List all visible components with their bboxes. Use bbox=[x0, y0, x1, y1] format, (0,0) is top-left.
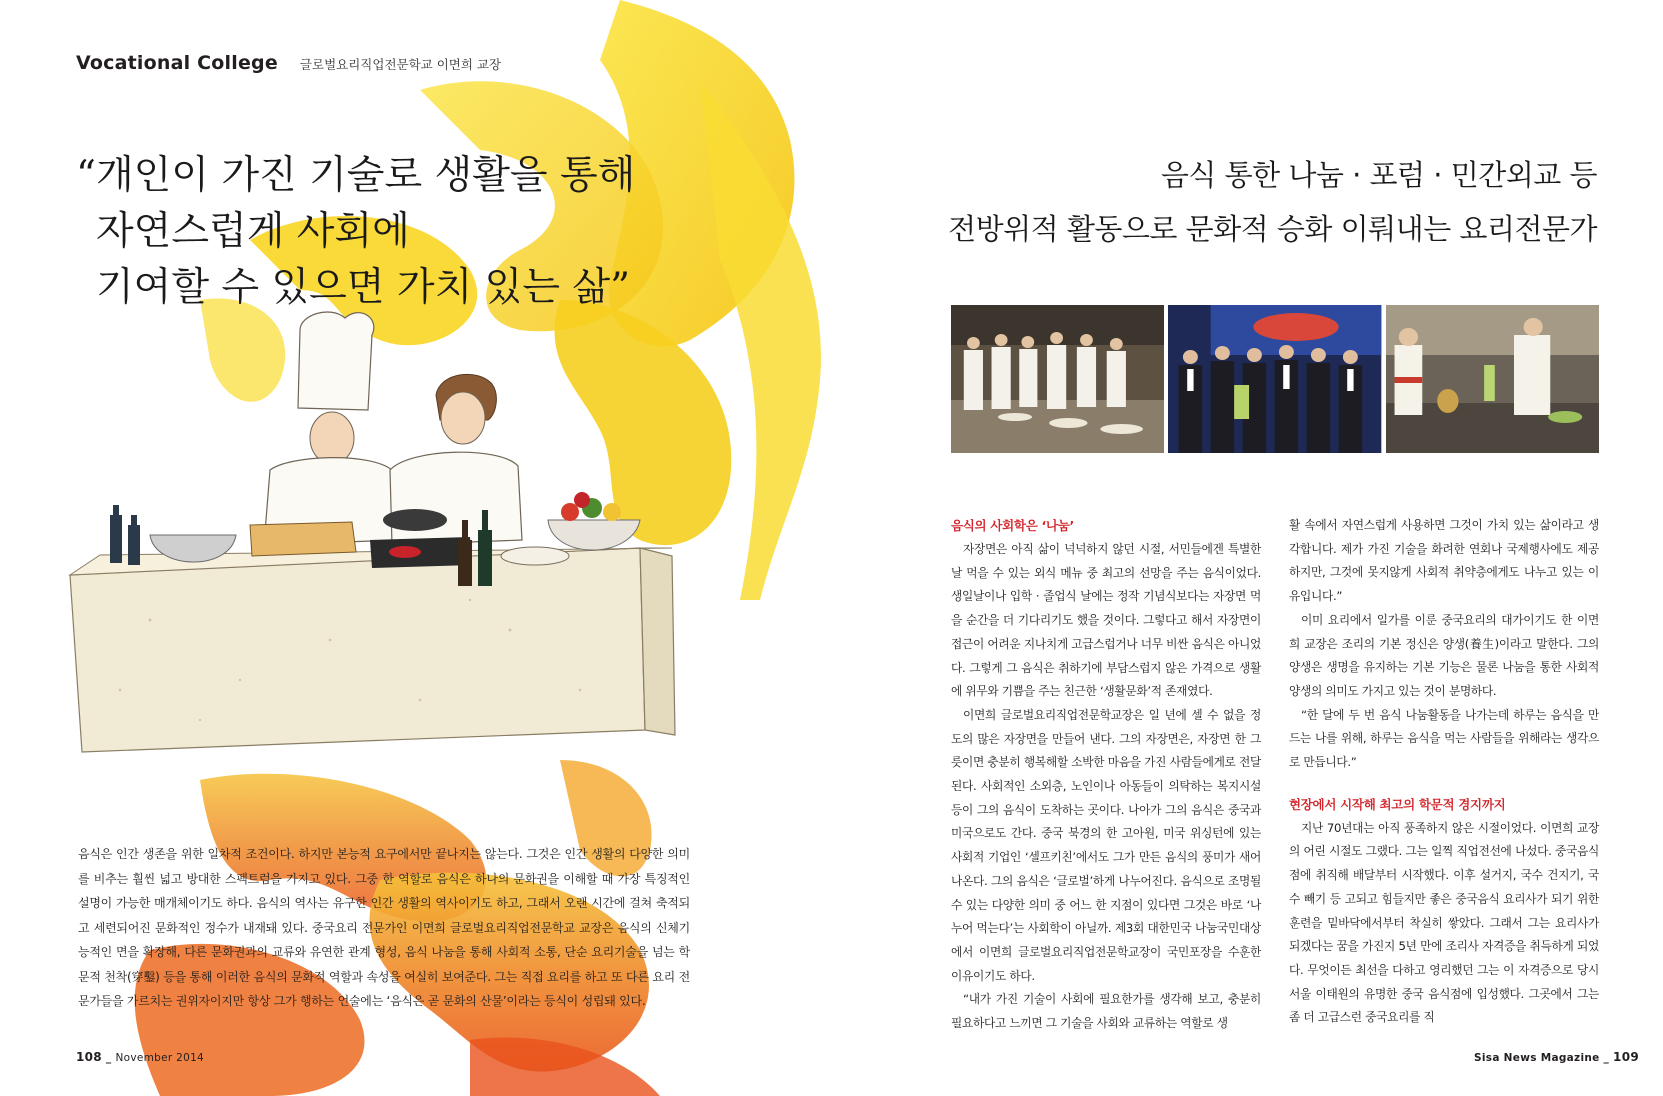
quote-line: 기여할 수 있으면 가치 있는 삶” bbox=[96, 265, 631, 310]
body-paragraph: “내가 가진 기술이 사회에 필요한가를 생각해 보고, 충분히 필요하다고 느끼면 그 기술을 사회와 교류하는 역할로 생 bbox=[951, 992, 1261, 1031]
deck-line-1: 음식 통한 나눔 · 포럼 · 민간외교 등 bbox=[1160, 158, 1597, 192]
photo-strip bbox=[951, 305, 1599, 453]
article-deck bbox=[948, 148, 1597, 256]
body-paragraph: 지난 70년대는 아직 풍족하지 않은 시절이었다. 이면희 교장의 어린 시절도 그랬다. 그는 일찍 직업전선에 나섰다. 중국음식점에 취직해 배달부터 시작했다. 이후 설거지, 국수 건지기, 국수 빼기 등 고되고 힘들지만 좋은 중국음식 요리사가 되기 위한 훈련을 밑바닥에서부터 착실히 쌓았다. 그래서 그는 요리사가 되겠다는 꿈을 가진지 5년 만에 조리사 자격증을 취득하게 되었다. 무엇이든 최선을 다하고 영리했던 그는 이 자격증으로 당시 서울 이태원의 유명한 중국 음식점에 입성했다. 그곳에서 그는 좀 더 고급스런 중국요리를 직 bbox=[1289, 820, 1599, 1025]
magazine-name: Sisa News Magazine bbox=[1474, 1052, 1600, 1064]
quote-line: “개인이 가진 기술로 생활을 통해 bbox=[76, 153, 636, 198]
subheading-sharing: 음식의 사회학은 ‘나눔’ bbox=[951, 518, 1074, 533]
chefs-at-kitchen-event-photo bbox=[951, 305, 1164, 453]
section-label: Vocational College bbox=[76, 52, 278, 74]
page-number: 108 bbox=[76, 1050, 102, 1064]
deck-line-2: 전방위적 활동으로 문화적 승화 이뤄내는 요리전문가 bbox=[948, 212, 1597, 246]
body-paragraph: 자장면은 아직 삶이 넉넉하지 않던 시절, 서민들에겐 특별한 날 먹을 수 있는 외식 메뉴 중 최고의 선망을 주는 음식이었다. 생일날이나 입학 · 졸업식 날에는 정작 기념식보다는 자장면 먹을 순간을 더 기다리기도 했을 것이다. 그렇다고 해서 자장면이 접근이 어려운 지나치게 고급스럽거나 너무 비싼 음식은 아니었다. 그렇게 그 음식은 취하기에 부담스럽지 않은 가격으로 생활에 위무와 기쁨을 주는 친근한 ‘생활문화’적 존재였다. bbox=[951, 542, 1261, 699]
issue-date: November 2014 bbox=[115, 1052, 205, 1064]
folio-separator: _ bbox=[105, 1052, 112, 1064]
chefs-carving-vegetables-photo bbox=[1386, 305, 1599, 453]
body-paragraph: 이면희 글로벌요리직업전문학교장은 일 년에 셀 수 없을 정도의 많은 자장면을 만들어 낸다. 그의 자장면은, 자장면 한 그릇이면 충분히 행복해할 소박한 마음을 가진 사람들에게로 전달된다. 사회적인 소외층, 노인이나 아동들이 의탁하는 복지시설 등이 그의 음식이 도착하는 곳이다. 나아가 그의 음식은 중국과 미국으로도 간다. 중국 북경의 한 고아원, 미국 위싱턴에 있는 사회적 기업인 ‘셀프키친’에서도 그가 만든 음식의 풍미가 새어나온다. 그의 음식은 ‘글로벌’하게 나누어진다. 음식으로 조명될 수 있는 다양한 의미 중 어느 한 지점이 있다면 그것은 바로 ‘나누어 먹는다’는 사회학이 아닐까. 제3회 대한민국 나눔국민대상에서 이면희 글로벌요리직업전문학교장이 국민포장을 수훈한 이유이기도 하다. bbox=[951, 707, 1261, 983]
quote-line: 자연스럽게 사회에 bbox=[96, 209, 410, 254]
subheading-career: 현장에서 시작해 최고의 학문적 경지까지 bbox=[1289, 796, 1506, 812]
left-page bbox=[0, 0, 831, 1096]
body-paragraph: 이미 요리에서 일가를 이룬 중국요리의 대가이기도 한 이면희 교장은 조리의 기본 정신은 양생(養生)이라고 말한다. 그의 양생은 생명을 유지하는 기본 기능은 물론 나눔을 통한 사회적 양생의 의미도 가지고 있는 것이 분명하다. bbox=[1289, 612, 1599, 698]
article-column-2 bbox=[1289, 514, 1599, 1030]
body-paragraph: “한 달에 두 번 음식 나눔활동을 나가는데 하루는 음식을 만드는 나를 위해, 하루는 음식을 먹는 사람들을 위해라는 생각으로 만듭니다.” bbox=[1289, 707, 1599, 770]
folio-left bbox=[76, 1050, 204, 1064]
folio-separator: _ bbox=[1603, 1052, 1610, 1064]
pull-quote bbox=[76, 148, 716, 316]
right-page bbox=[831, 0, 1663, 1096]
section-subtitle: 글로벌요리직업전문학교 이면희 교장 bbox=[299, 57, 502, 72]
award-ceremony-group-photo bbox=[1168, 305, 1381, 453]
article-column-1 bbox=[951, 514, 1261, 1036]
section-header bbox=[76, 52, 501, 74]
intro-paragraph: 음식은 인간 생존을 위한 일차적 조건이다. 하지만 본능적 요구에서만 끝나지는 않는다. 그것은 인간 생활의 다양한 의미를 비추는 훨씬 넓고 방대한 스펙트럼을 가지고 있다. 그중 한 역할로 음식은 하나의 문화권을 이해할 때 가장 특징적인 설명이 가능한 매개체이기도 하다. 음식의 역사는 유구한 인간 생활의 역사이기도 하고, 그래서 오랜 시간에 걸쳐 축적되고 세련되어진 문화적인 정수가 내재돼 있다. 중국요리 전문가인 이면희 글로벌요리직업전문학교 교장은 음식의 신체기능적인 면을 확장해, 다른 문화권과의 교류와 유연한 관계 형성, 음식 나눔을 통해 사회적 소통, 단순 요리기술을 넘는 학문적 천착(穿鑿) 등을 통해 이러한 음식의 문화적 역할과 속성을 여실히 보여준다. 그는 직접 요리를 하고 또 다른 요리 전문가들을 가르치는 권위자이지만 항상 그가 행하는 언술에는 ‘음식은 곧 문화의 산물’이라는 등식이 성립돼 있다. bbox=[78, 847, 690, 1008]
page-number: 109 bbox=[1613, 1050, 1639, 1064]
body-paragraph: 활 속에서 자연스럽게 사용하면 그것이 가치 있는 삶이라고 생각합니다. 제가 가진 기술을 화려한 연회나 국제행사에도 제공하지만, 그것에 못지않게 사회적 취약층에게도 나누고 있는 이유입니다.” bbox=[1289, 518, 1599, 604]
folio-right bbox=[1474, 1050, 1639, 1064]
